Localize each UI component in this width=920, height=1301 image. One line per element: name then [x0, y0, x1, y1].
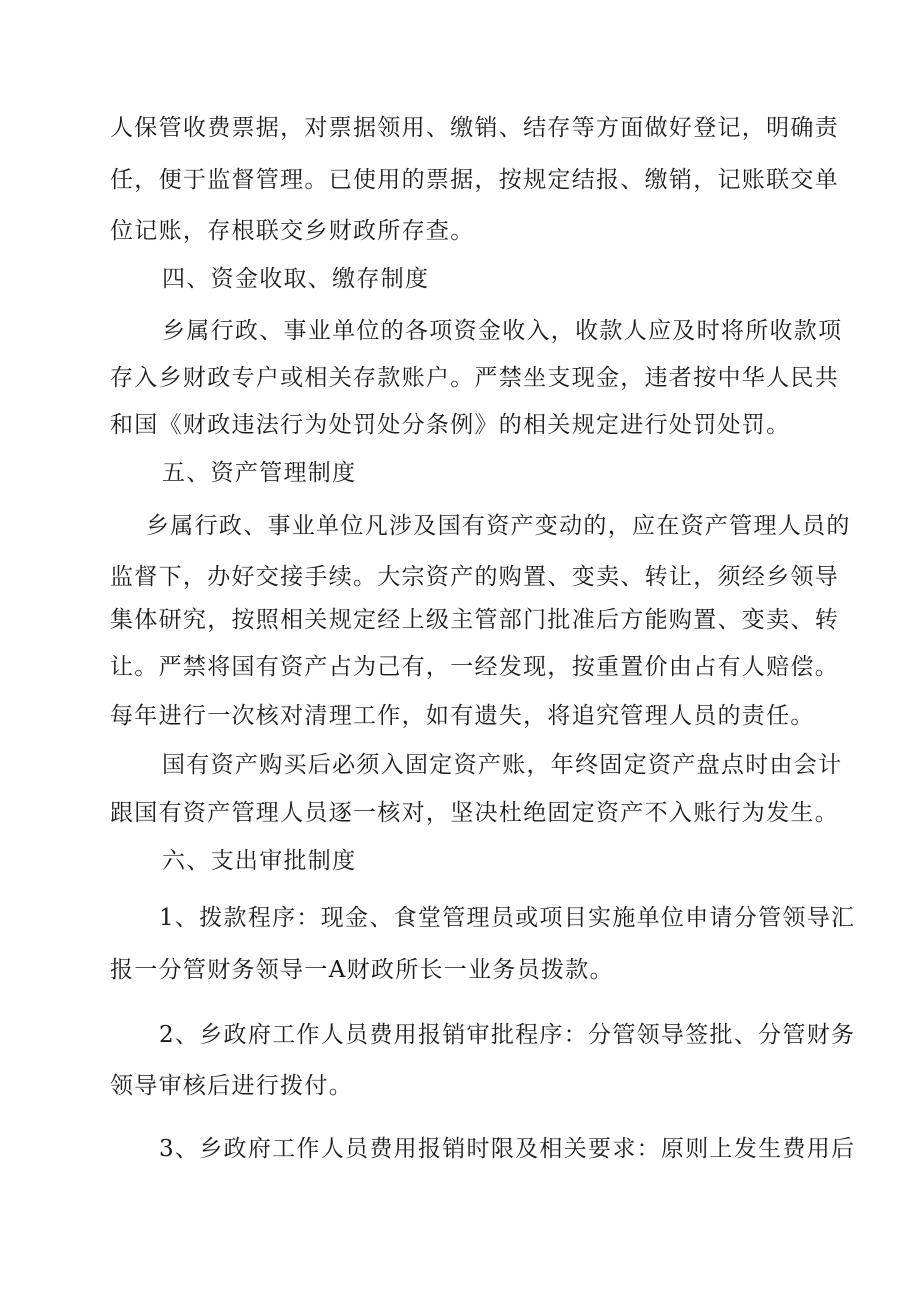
text-line: 国有资产购买后必须入固定资产账，年终固定资产盘点时由会计 [162, 752, 843, 778]
text-line: 监督下，办好交接手续。大宗资产的购置、变卖、转让，须经乡领导 [110, 564, 839, 590]
text-line: 集体研究，按照相关规定经上级主管部门批准后方能购置、变卖、转 [110, 607, 839, 633]
text-line: 3、乡政府工作人员费用报销时限及相关要求：原则上发生费用后 [159, 1136, 856, 1162]
text-line: 报一分管财务领导一A财政所长一业务员拨款。 [110, 957, 614, 983]
section-heading: 四、资金收取、缴存制度 [162, 266, 430, 292]
text-line: 跟国有资产管理人员逐一核对，坚决杜绝固定资产不入账行为发生。 [110, 800, 839, 826]
text-line: 乡属行政、事业单位的各项资金收入，收款人应及时将所收款项 [162, 318, 843, 344]
text-line: 1、拨款程序：现金、食堂管理员或项目实施单位申请分管领导汇 [159, 905, 856, 931]
text-line: 人保管收费票据，对票据领用、缴销、结存等方面做好登记，明确责 [110, 115, 839, 141]
text-line: 每年进行一次核对清理工作，如有遗失，将追究管理人员的责任。 [110, 703, 815, 729]
text-line: 让。严禁将国有资产占为己有，一经发现，按重置价由占有人赔偿。 [110, 654, 839, 680]
section-heading: 五、资产管理制度 [162, 460, 357, 486]
text-line: 2、乡政府工作人员费用报销审批程序：分管领导签批、分管财务 [159, 1022, 856, 1048]
text-line: 任，便于监督管理。已使用的票据，按规定结报、缴销，记账联交单 [110, 167, 839, 193]
text-line: 和国《财政违法行为处罚处分条例》的相关规定进行处罚处罚。 [110, 412, 791, 438]
text-line: 位记账，存根联交乡财政所存查。 [110, 218, 475, 244]
text-line: 存入乡财政专户或相关存款账户。严禁坐支现金，违者按中华人民共 [110, 365, 839, 391]
text-line: 领导审核后进行拨付。 [110, 1073, 353, 1099]
text-line: 乡属行政、事业单位凡涉及国有资产变动的，应在资产管理人员的 [146, 513, 851, 539]
section-heading: 六、支出审批制度 [162, 848, 357, 874]
